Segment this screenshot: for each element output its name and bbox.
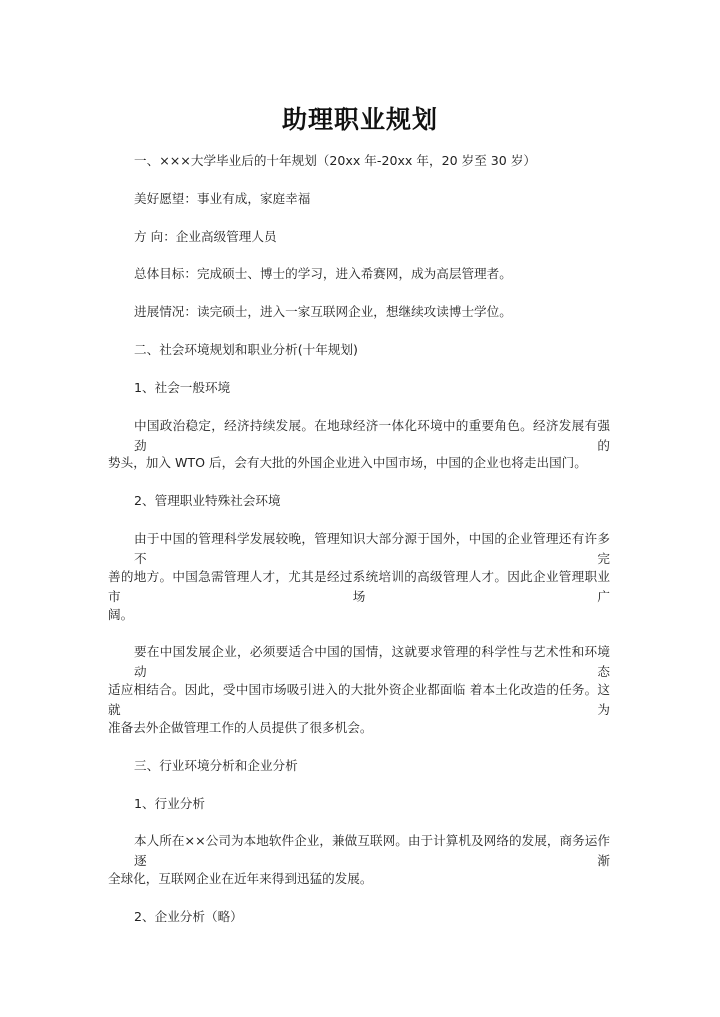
- text-line: 善的地方。中国急需管理人才，尤其是经过系统培训的高级管理人才。因此企业管理职业市场广: [108, 568, 610, 604]
- text-line: 总体目标：完成硕士、博士的学习，进入希赛网，成为高层管理者。: [134, 266, 512, 282]
- text-line: 中国政治稳定，经济持续发展。在地球经济一体化环境中的重要角色。经济发展有强劲的: [134, 417, 610, 453]
- text-line: 二、社会环境规划和职业分析(十年规划): [134, 341, 358, 357]
- text-line: 要在中国发展企业，必须要适合中国的国情，这就要求管理的科学性与艺术性和环境动态: [134, 644, 610, 680]
- text-line: 2、管理职业特殊社会环境: [134, 493, 281, 509]
- text-line: 美好愿望：事业有成，家庭幸福: [134, 190, 311, 206]
- text-line: 本人所在××公司为本地软件企业，兼做互联网。由于计算机及网络的发展，商务运作逐渐: [134, 833, 610, 869]
- text-line: 1、行业分析: [134, 795, 205, 811]
- document-body: [108, 151, 610, 945]
- text-line: 三、行业环境分析和企业分析: [134, 757, 298, 773]
- text-line: 势头，加入 WTO 后，会有大批的外国企业进入中国市场，中国的企业也将走出国门。: [108, 455, 587, 471]
- document-title: 助理职业规划: [281, 105, 438, 134]
- text-line: 一、×××大学毕业后的十年规划（20xx 年-20xx 年，20 岁至 30 岁）: [134, 153, 537, 168]
- text-line: 全球化，互联网企业在近年来得到迅猛的发展。: [108, 871, 373, 887]
- text-line: 1、社会一般环境: [134, 379, 231, 395]
- text-line: 准备去外企做管理工作的人员提供了很多机会。: [108, 719, 373, 735]
- text-line: 适应相结合。因此，受中国市场吸引进入的大批外资企业都面临 着本土化改造的任务。这就为: [108, 682, 610, 718]
- text-line: 进展情况：读完硕士，进入一家互联网企业，想继续攻读博士学位。: [134, 304, 512, 320]
- text-line: 方 向：企业高级管理人员: [134, 228, 277, 244]
- text-line: 由于中国的管理科学发展较晚，管理知识大部分源于国外，中国的企业管理还有许多不完: [134, 530, 610, 566]
- text-line: 阔。: [108, 606, 134, 622]
- text-line: 2、企业分析（略）: [134, 908, 243, 924]
